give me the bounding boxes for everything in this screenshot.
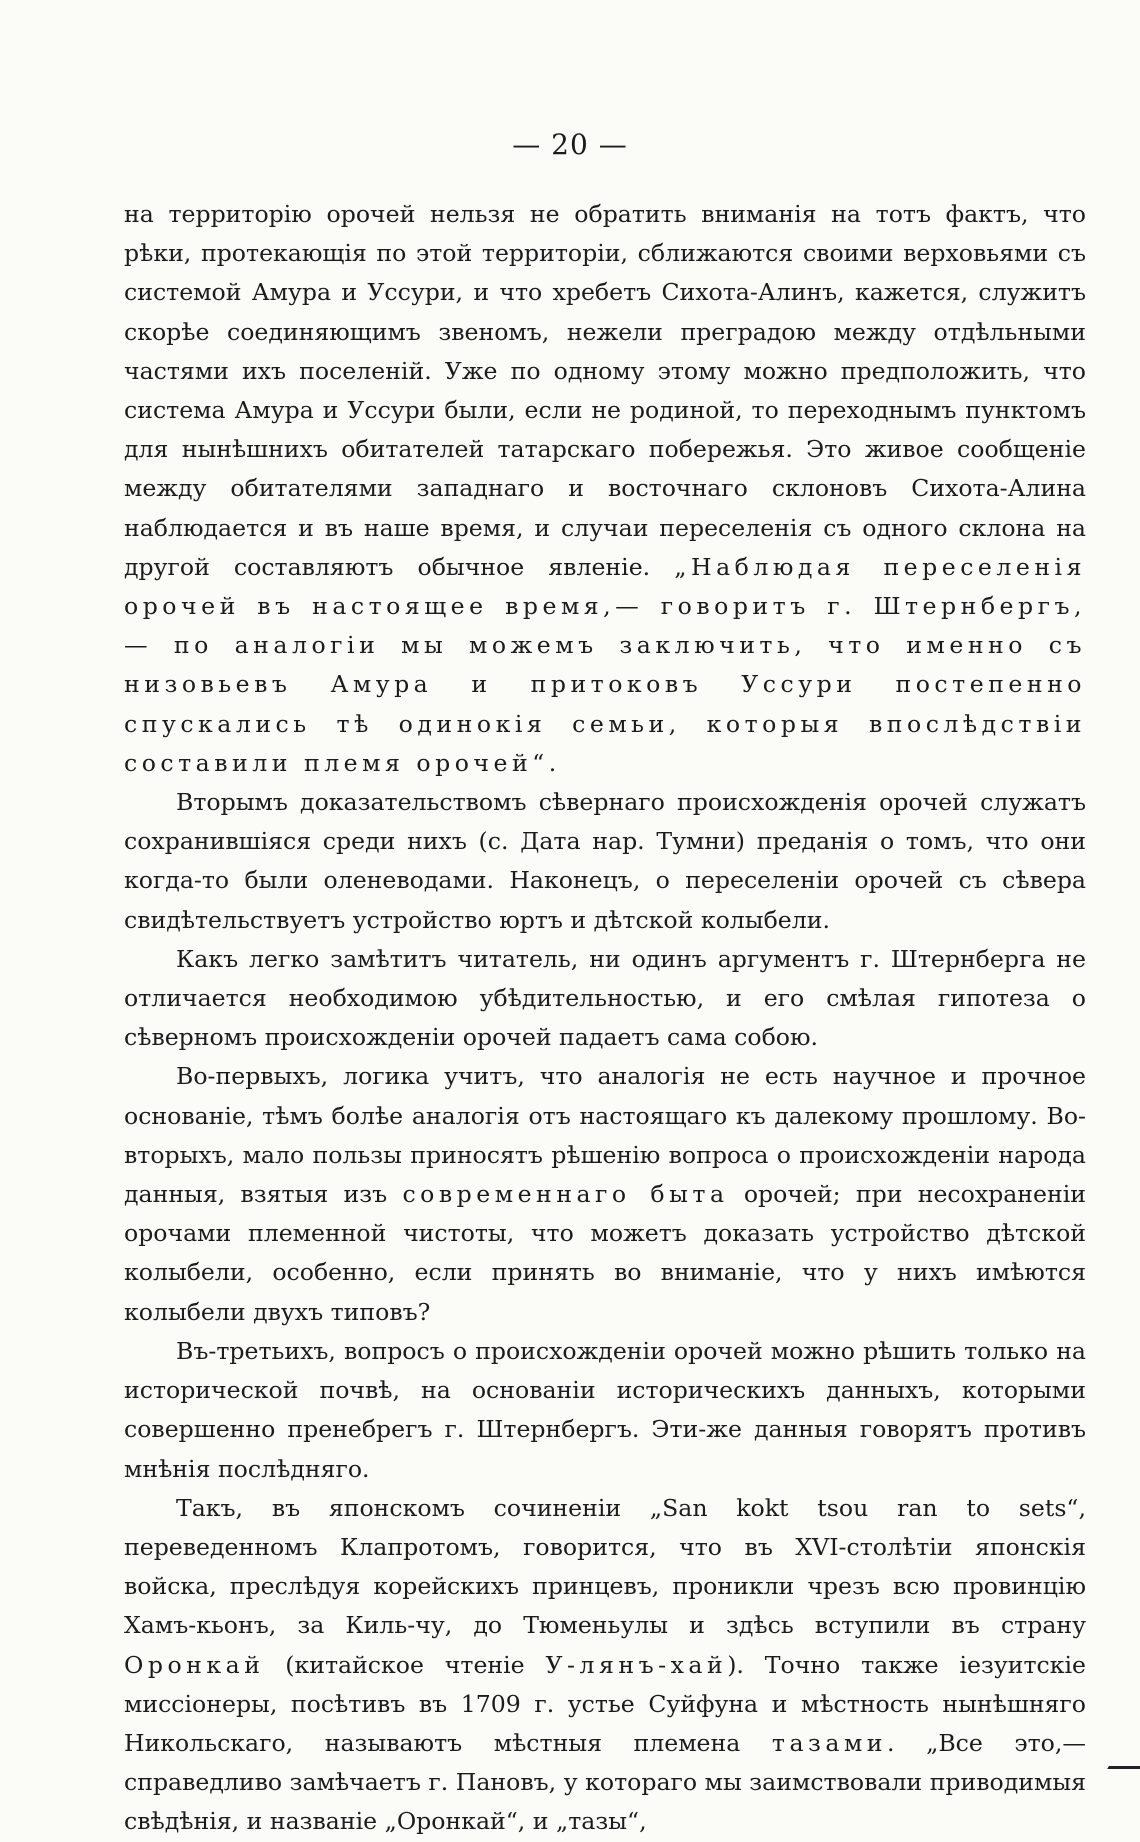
paragraph-6-part1: Такъ, въ японскомъ сочиненіи „San kokt tsou ran to sets“, переведенномъ Клапротомъ, говорится, что въ XVI-столѣтіи японскія войска, преслѣдуя корейскихъ принцевъ, проникли чрезъ всю провинцію Хамъ-кьонъ, за Киль-чу, до Тюменьулы и здѣсь вступили въ страну bbox=[124, 1493, 1086, 1640]
paragraph-2: Вторымъ доказательствомъ сѣвернаго происхожденія орочей служатъ сохранившіяся среди нихъ (с. Дата нар. Тумни) преданія о томъ, что они когда-то были оленеводами. Наконецъ, о переселеніи орочей съ сѣвера свидѣтельствуетъ устройство юртъ и дѣтской колыбели. bbox=[124, 788, 1086, 934]
paragraph-6 bbox=[124, 1489, 1086, 1842]
paragraph-6-spaced3: тазами bbox=[771, 1728, 888, 1757]
paragraph-4-spaced: современнаго быта bbox=[402, 1180, 729, 1209]
paragraph-1-text: на территорію орочей нельзя не обратить вниманія на тотъ фактъ, что рѣки, протекающія по этой территоріи, сближаются своими верховьями съ системой Амура и Уссури, и что хребетъ Сихота-Алинъ, кажется, служитъ скорѣе соединяющимъ звеномъ, нежели преградою между отдѣльными частями ихъ поселеній. Уже по одному этому можно предположить, что система Амура и Уссури были, если не родиной, то переходнымъ пунктомъ для нынѣшнихъ обитателей татарскаго побережья. Это живое сообщеніе между обитателями западнаго и восточнаго склоновъ Сихота-Алина наблюдается и въ наше время, и случаи переселенія съ одного склона на другой составляютъ обычное явленіе. bbox=[124, 200, 1086, 581]
page-number: — 20 — bbox=[512, 128, 628, 161]
paragraph-4 bbox=[124, 1057, 1086, 1331]
paragraph-3: Какъ легко замѣтитъ читатель, ни одинъ аргументъ г. Штернберга не отличается необходимою убѣдительностью, и его смѣлая гипотеза о сѣверномъ происхожденіи орочей падаетъ сама собою. bbox=[124, 944, 1086, 1052]
paragraph-6-spaced2: У-лянъ-хай bbox=[545, 1650, 728, 1679]
paragraph-4-before: Во-первыхъ, логика учитъ, что аналогія не есть научное и прочное основаніе, тѣмъ болѣе аналогія отъ настоящаго къ далекому прошлому. Во-вторыхъ, мало пользы приносятъ рѣшенію вопроса о происхожденіи народа данныя, взятыя изъ bbox=[124, 1062, 1086, 1209]
paragraph-4-after: орочей; при несохраненіи орочами племенной чистоты, что можетъ доказать устройство дѣтской колыбели, особенно, если принять во вниманіе, что у нихъ имѣются колыбели двухъ типовъ? bbox=[124, 1180, 1086, 1326]
paragraph-6-spaced1: Оронкай bbox=[124, 1650, 265, 1679]
paragraph-1 bbox=[124, 195, 1086, 783]
paragraph-1-quote: „Наблюдая переселенія орочей въ настоящее время,— говоритъ г. Штернбергъ, — по аналогіи мы можемъ заключить, что именно съ низовьевъ Амура и притоковъ Уссури постепенно спускались тѣ одинокія семьи, которыя впослѣдствіи составили племя орочей“. bbox=[124, 552, 1086, 777]
paragraph-6-part2: (китайское чтеніе bbox=[264, 1650, 546, 1679]
scan-edge-mark bbox=[1099, 1766, 1140, 1783]
paragraph-6-part4: . „Все это,—справедливо замѣчаетъ г. Пановъ, у котораго мы заимствовали приводимыя свѣдѣнія, и названіе „Оронкай“, и „тазы“, bbox=[124, 1728, 1086, 1836]
paragraph-5: Въ-третьихъ, вопросъ о происхожденіи орочей можно рѣшить только на исторической почвѣ, на основаніи историческихъ данныхъ, которыми совершенно пренебрегъ г. Штернбергъ. Эти-же данныя говорятъ противъ мнѣнія послѣдняго. bbox=[124, 1336, 1086, 1483]
body-text bbox=[124, 195, 1086, 1842]
paragraph-6-part3: ). Точно также іезуитскіе миссіонеры, посѣтивъ въ 1709 г. устье Суйфуна и мѣстность нынѣшняго Никольскаго, называютъ мѣстныя племена bbox=[124, 1650, 1086, 1757]
